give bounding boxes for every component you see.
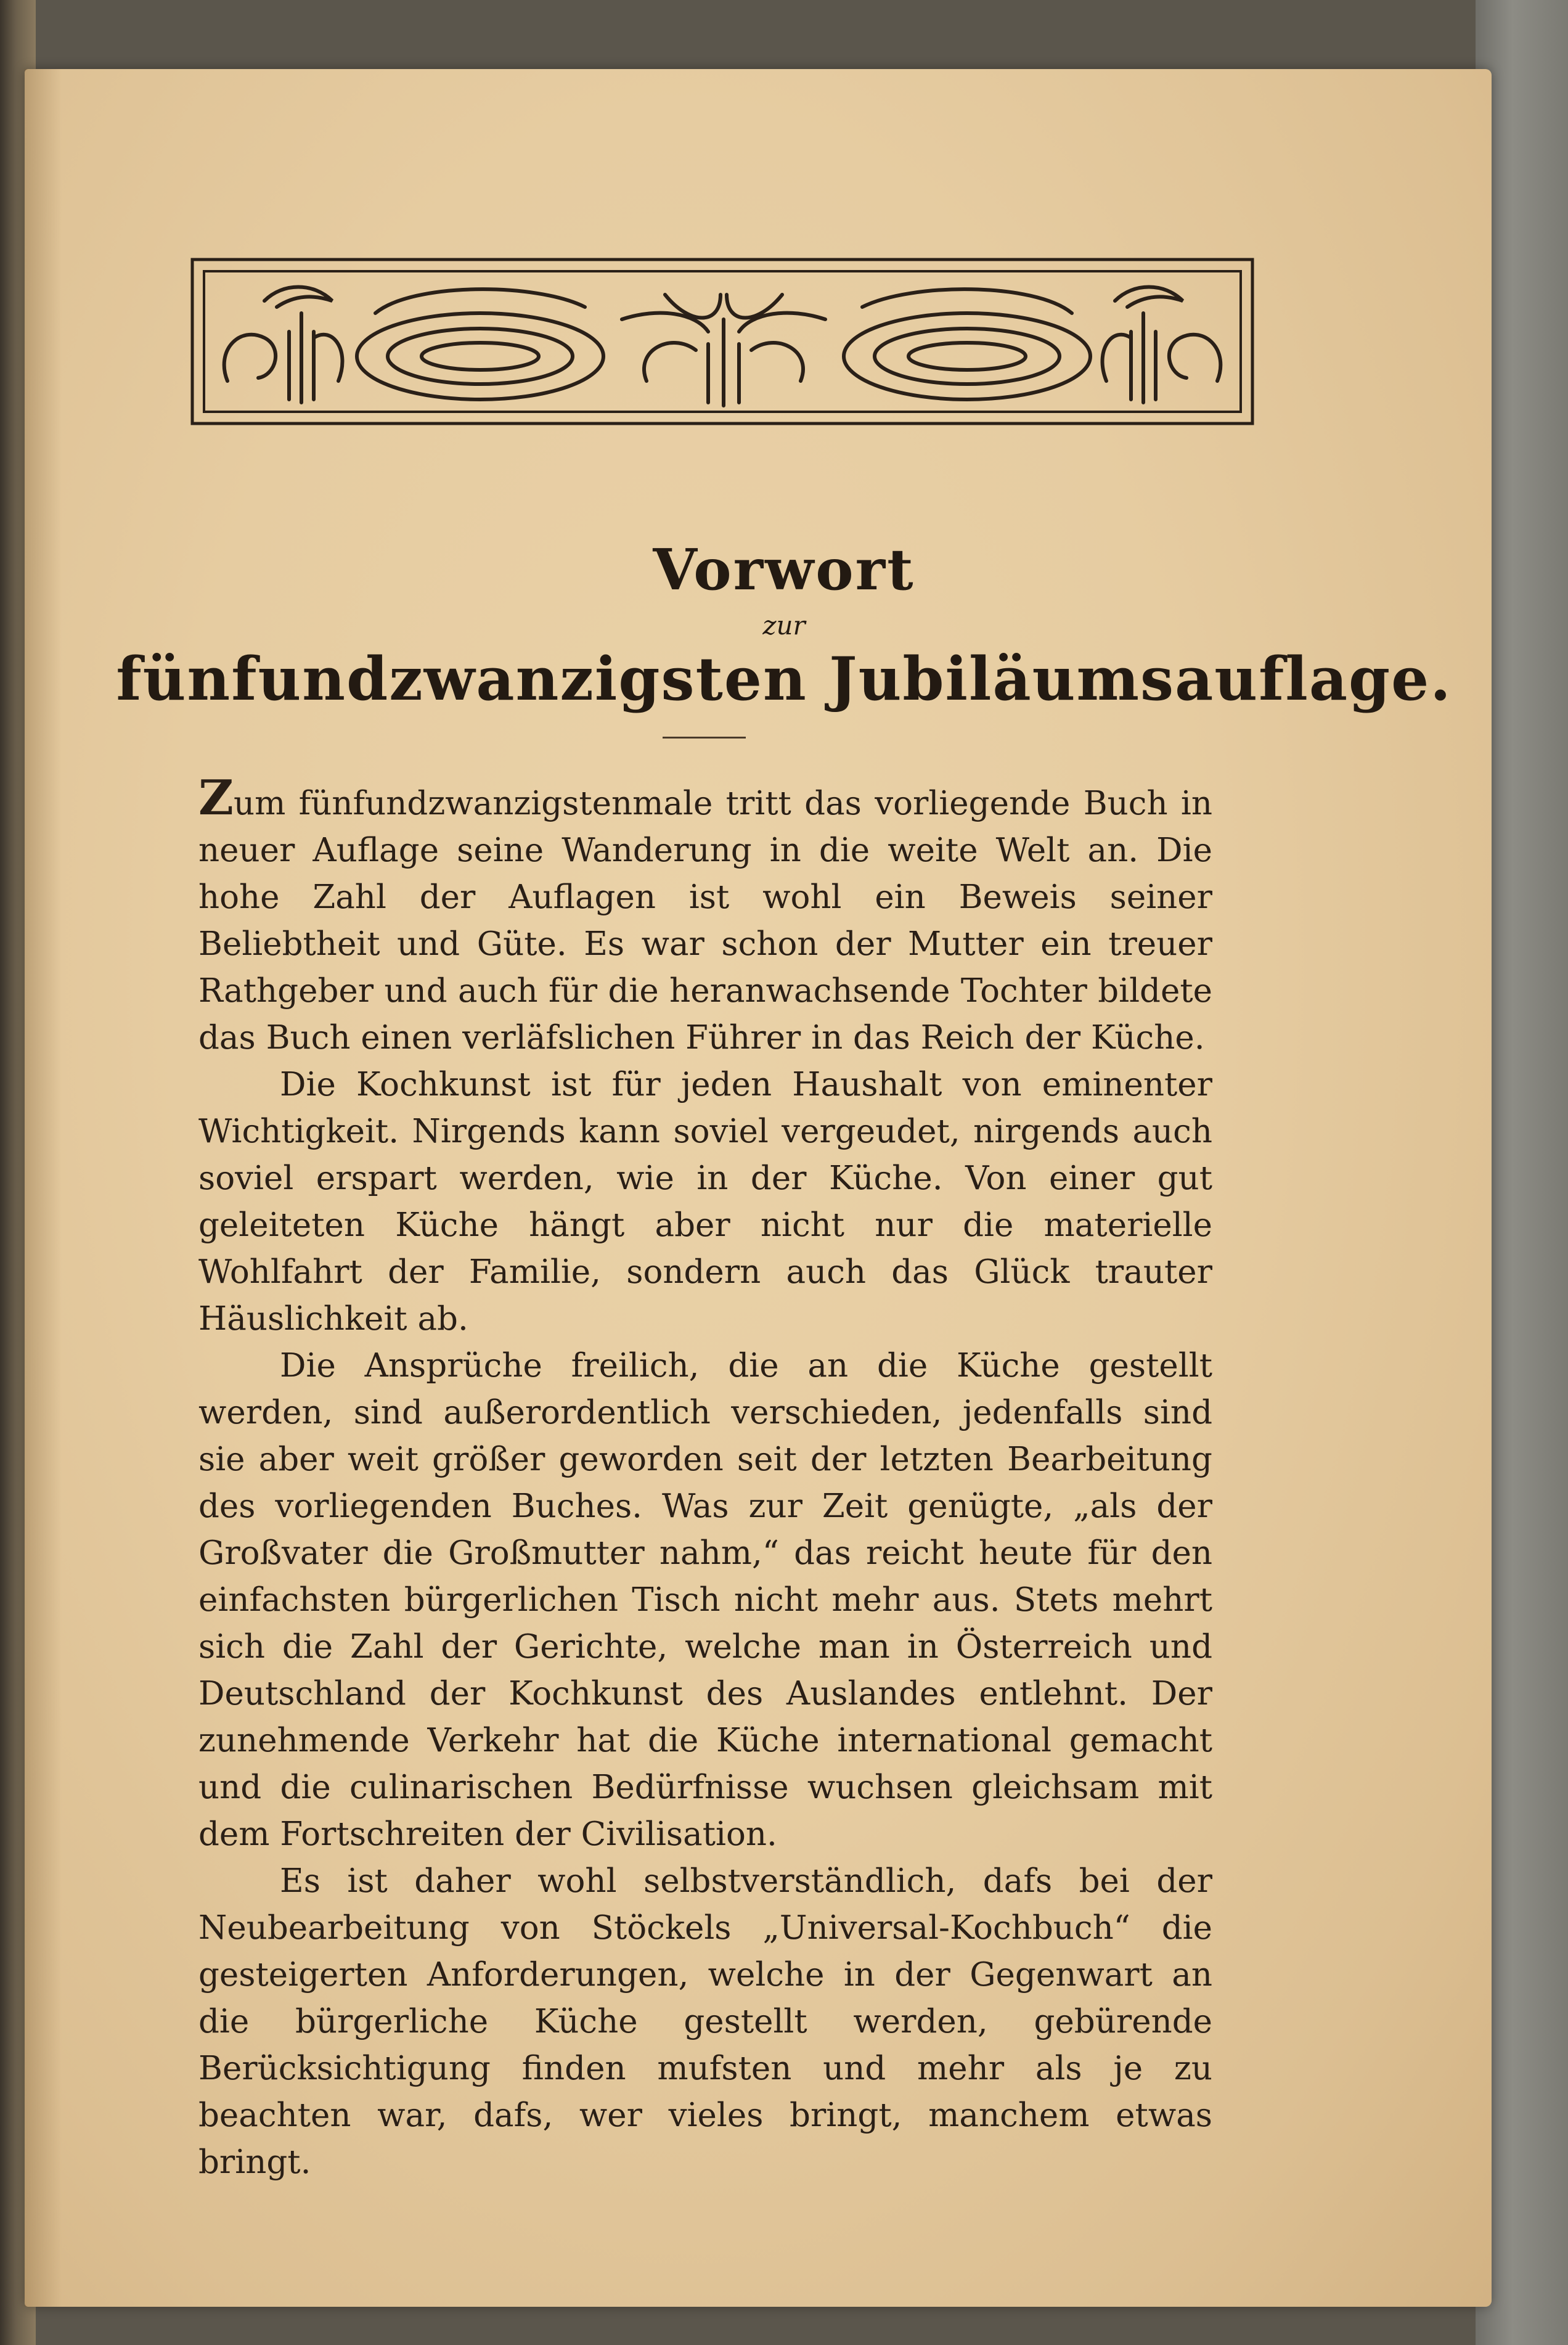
page-subtitle: fünfundzwanzigsten Jubiläumsauflage.: [116, 644, 1452, 714]
paragraph: Es ist daher wohl selbstverständlich, dafs bei der Neubearbeitung von Stöckels „Universal-Kochbuch“ die gesteigerten Anforderungen, welche in der Gegenwart an die bürgerliche Küche gestellt werden, gebürende Berücksichtigung finden mufsten und mehr als je zu beachten war, dafs, wer vieles bringt, manchem etwas bringt.: [198, 1862, 1212, 2181]
paragraph-text: um fünfundzwanzigstenmale tritt das vorliegende Buch in neuer Auflage seine Wanderung in die weite Welt an. Die hohe Zahl der Auflagen ist wohl ein Beweis seiner Beliebtheit und Güte. Es war schon der Mutter ein treuer Rathgeber und auch für die heranwachsende Tochter bildete das Buch einen verläfslichen Führer in das Reich der Küche.: [198, 785, 1212, 1057]
page-title: Vorwort: [653, 536, 915, 603]
paragraph: Die Kochkunst ist für jeden Haushalt von eminenter Wichtigkeit. Nirgends kann soviel vergeudet, nirgends auch soviel erspart werden, wie in der Küche. Von einer gut geleiteten Küche hängt aber nicht nur die materielle Wohlfahrt der Familie, sondern auch das Glück trauter Häuslichkeit ab.: [198, 1066, 1212, 1338]
paragraph: [198, 770, 1212, 1062]
paragraph: Die Ansprüche freilich, die an die Küche gestellt werden, sind außerordentlich verschieden, jedenfalls sind sie aber weit größer geworden seit der letzten Bearbeitung des vorliegenden Buches. Was zur Zeit genügte, „als der Großvater die Großmutter nahm,“ das reicht heute für den einfachsten bürgerlichen Tisch nicht mehr aus. Stets mehrt sich die Zahl der Gerichte, welche man in Österreich und Deutschland der Kochkunst des Auslandes entlehnt. Der zunehmende Verkehr hat die Küche international gemacht und die culinarischen Bedürfnisse wuchsen gleichsam mit dem Fortschreiten der Civilisation.: [198, 1347, 1212, 1853]
divider: [663, 737, 746, 739]
title-connector: zur: [762, 610, 806, 640]
ornament-header-icon: [190, 258, 1254, 425]
preface-text: [198, 770, 1212, 2186]
initial-letter: Z: [198, 770, 234, 826]
